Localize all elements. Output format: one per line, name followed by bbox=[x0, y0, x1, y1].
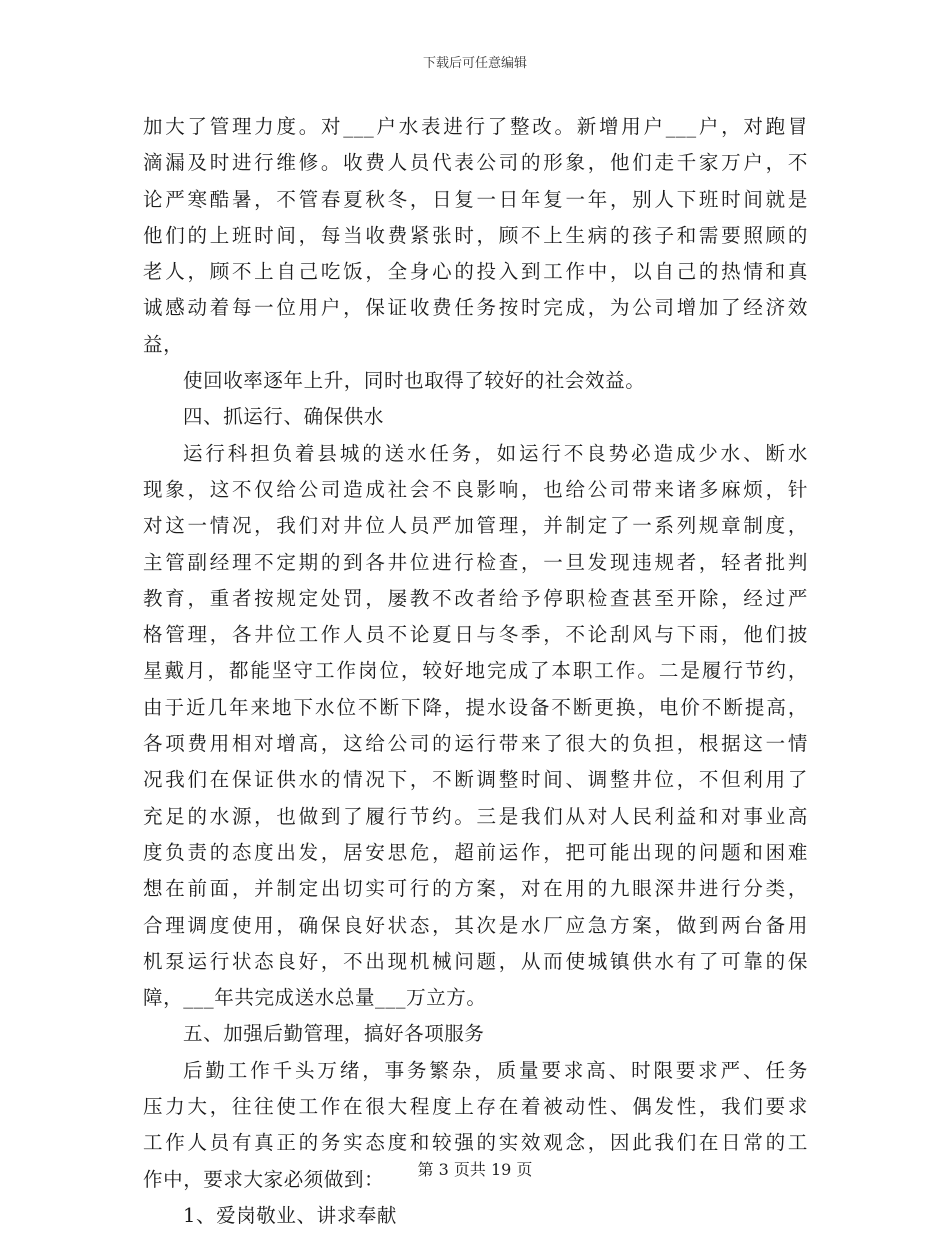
text-line: 星戴月，都能坚守工作岗位，较好地完成了本职工作。二是履行节约， bbox=[143, 659, 808, 683]
text-line: 作中，要求大家必须做到： bbox=[143, 1167, 385, 1191]
text-line: 教育，重者按规定处罚，屡教不改者给予停职检查甚至开除，经过严 bbox=[143, 586, 808, 610]
text-line: 由于近几年来地下水位不断下降，提水设备不断更换，电价不断提高， bbox=[143, 695, 808, 719]
text-line: 老人，顾不上自己吃饭，全身心的投入到工作中，以自己的热情和真 bbox=[143, 260, 808, 284]
text-line: 论严寒酷暑，不管春夏秋冬，日复一日年复一年，别人下班时间就是 bbox=[143, 187, 808, 211]
page-header: 下载后可任意编辑 bbox=[422, 56, 527, 71]
text-line: 对这一情况，我们对井位人员严加管理，并制定了一系列规章制度， bbox=[143, 514, 808, 538]
text-line: 障，___年共完成送水总量___万立方。 bbox=[143, 986, 487, 1010]
text-line: 度负责的态度出发，居安思危，超前运作，把可能出现的问题和困难 bbox=[143, 840, 808, 864]
text-line: 想在前面，并制定出切实可行的方案，对在用的九眼深井进行分类， bbox=[143, 877, 808, 901]
text-line: 格管理，各井位工作人员不论夏日与冬季，不论刮风与下雨，他们披 bbox=[143, 623, 808, 647]
text-line: 使回收率逐年上升，同时也取得了较好的社会效益。 bbox=[183, 369, 646, 393]
text-line: 压力大，往往使工作在很大程度上存在着被动性、偶发性，我们要求 bbox=[143, 1095, 808, 1119]
text-line: 四、抓运行、确保供水 bbox=[183, 405, 385, 429]
text-line: 他们的上班时间，每当收费紧张时，顾不上生病的孩子和需要照顾的 bbox=[143, 223, 808, 247]
text-line: 机泵运行状态良好，不出现机械问题，从而使城镇供水有了可靠的保 bbox=[143, 949, 808, 973]
text-line: 运行科担负着县城的送水任务，如运行不良势必造成少水、断水 bbox=[183, 441, 808, 465]
text-line: 充足的水源，也做到了履行节约。三是我们从对人民利益和对事业高 bbox=[143, 804, 808, 828]
text-line: 益， bbox=[143, 332, 184, 356]
text-line: 合理调度使用，确保良好状态，其次是水厂应急方案，做到两台备用 bbox=[143, 913, 808, 937]
text-line: 况我们在保证供水的情况下，不断调整时间、调整井位，不但利用了 bbox=[143, 768, 808, 792]
text-line: 各项费用相对增高，这给公司的运行带来了很大的负担，根据这一情 bbox=[143, 732, 808, 756]
text-line: 加大了管理力度。对___户水表进行了整改。新增用户___户，对跑冒 bbox=[143, 115, 808, 138]
text-line: 现象，这不仅给公司造成社会不良影响，也给公司带来诸多麻烦，针 bbox=[143, 477, 808, 501]
text-line: 1、爱岗敬业、讲求奉献 bbox=[183, 1203, 398, 1227]
page-footer: 第 3 页共 19 页 bbox=[417, 1160, 533, 1179]
text-line: 五、加强后勤管理，搞好各项服务 bbox=[183, 1022, 485, 1046]
text-line: 滴漏及时进行维修。收费人员代表公司的形象，他们走千家万户，不 bbox=[143, 151, 808, 175]
text-line: 后勤工作千头万绪，事务繁杂，质量要求高、时限要求严、任务 bbox=[183, 1058, 808, 1082]
text-line: 工作人员有真正的务实态度和较强的实效观念，因此我们在日常的工 bbox=[143, 1131, 808, 1155]
text-line: 主管副经理不定期的到各井位进行检查，一旦发现违规者，轻者批判 bbox=[143, 550, 808, 574]
text-line: 诚感动着每一位用户，保证收费任务按时完成，为公司增加了经济效 bbox=[143, 296, 808, 320]
document-body bbox=[143, 109, 808, 1234]
